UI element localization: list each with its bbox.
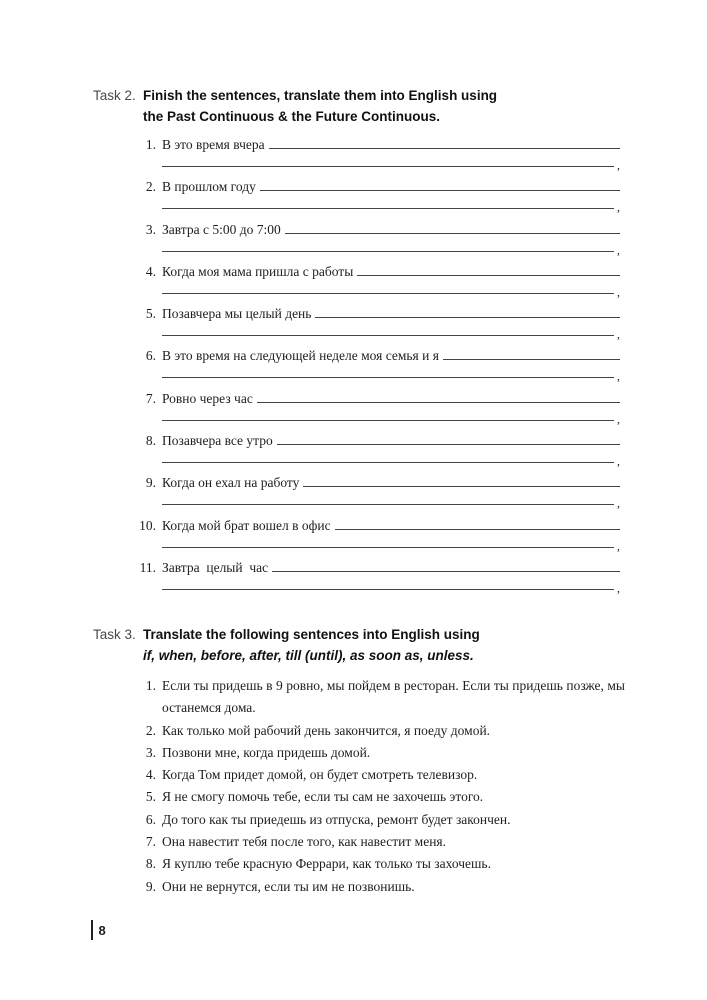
- item-text: До того как ты приедешь из отпуска, ремонт будет закончен.: [162, 811, 511, 827]
- item-number: 2.: [145, 722, 156, 738]
- item-text: Я куплю тебе красную Феррари, как только ты захочешь.: [162, 856, 491, 872]
- answer-line-2[interactable]: [162, 504, 614, 505]
- list-item: [120, 742, 625, 764]
- item-text: Если ты придешь в 9 ровно, мы пойдем в ресторан. Если ты придешь позже, мы останемся дома.: [162, 678, 625, 716]
- answer-line[interactable]: [285, 232, 620, 234]
- answer-line-2[interactable]: [162, 293, 614, 294]
- item-number: 8.: [145, 433, 156, 449]
- item-text: В прошлом году: [162, 179, 256, 195]
- list-item: [120, 876, 625, 898]
- item-number: 1.: [145, 678, 156, 693]
- item-text: Завтра целый час: [162, 559, 269, 575]
- item-text: Когда он ехал на работу: [162, 475, 300, 491]
- answer-line[interactable]: [257, 401, 620, 403]
- page-number: [91, 920, 106, 940]
- line-end-comma: ,: [617, 242, 620, 257]
- item-text: В это время на следующей неделе моя семья и я: [162, 348, 439, 364]
- task2-title-line2: the Past Continuous & the Future Continuous.: [143, 109, 440, 124]
- item-number: 5.: [145, 306, 156, 322]
- item-text: Как только мой рабочий день закончится, я поеду домой.: [162, 722, 491, 738]
- item-number: 3.: [145, 221, 156, 237]
- item-text: Они не вернутся, если ты им не позвонишь.: [162, 878, 415, 894]
- task3-list: [120, 675, 625, 898]
- answer-line[interactable]: [272, 570, 620, 572]
- task2-title: [143, 85, 497, 127]
- answer-line-2[interactable]: [162, 251, 614, 252]
- task3-title-line1: Translate the following sentences into English using: [143, 627, 480, 642]
- answer-line-2[interactable]: [162, 377, 614, 378]
- item-text: Завтра с 5:00 до 7:00: [162, 221, 281, 237]
- line-end-comma: ,: [617, 538, 620, 553]
- list-item: [120, 764, 625, 786]
- answer-line[interactable]: [315, 316, 620, 318]
- answer-line[interactable]: [269, 147, 620, 149]
- item-number: 9.: [145, 475, 156, 491]
- answer-line-2[interactable]: [162, 208, 614, 209]
- item-number: 1.: [145, 137, 156, 152]
- item-text: Она навестит тебя после того, как навестит меня.: [162, 834, 447, 850]
- item-text: Ровно через час: [162, 390, 253, 406]
- list-item: [120, 675, 625, 720]
- list-item: [120, 786, 625, 808]
- item-text: Позавчера все утро: [162, 433, 273, 449]
- fill-item: [120, 220, 620, 262]
- task3-title-line2: if, when, before, after, till (until), as soon as, unless.: [143, 648, 474, 663]
- fill-item: [120, 389, 620, 431]
- answer-line-2[interactable]: [162, 547, 614, 548]
- list-item: [120, 720, 625, 742]
- answer-line[interactable]: [335, 528, 620, 530]
- fill-item: [120, 558, 620, 600]
- answer-line-2[interactable]: [162, 589, 614, 590]
- item-number: 4.: [145, 767, 156, 783]
- task3-label: Task 3.: [93, 627, 136, 642]
- answer-line-2[interactable]: [162, 420, 614, 421]
- task2-title-line1: Finish the sentences, translate them into English using: [143, 88, 498, 103]
- answer-line-2[interactable]: [162, 335, 614, 336]
- item-text: Позвони мне, когда придешь домой.: [162, 744, 371, 760]
- item-number: 2.: [145, 179, 156, 195]
- line-end-comma: ,: [617, 327, 620, 342]
- list-item: [120, 853, 625, 875]
- fill-item: [120, 177, 620, 219]
- fill-item: [120, 431, 620, 473]
- item-number: 8.: [145, 856, 156, 872]
- item-number: 7.: [145, 390, 156, 406]
- answer-line[interactable]: [303, 485, 620, 487]
- item-text: Когда моя мама пришла с работы: [162, 263, 354, 279]
- item-text: Когда мой брат вошел в офис: [162, 517, 331, 533]
- item-text: Когда Том придет домой, он будет смотреть телевизор.: [162, 767, 478, 783]
- item-number: 9.: [145, 878, 156, 894]
- fill-item: [120, 516, 620, 558]
- line-end-comma: ,: [617, 284, 620, 299]
- list-item: [120, 809, 625, 831]
- item-number: 5.: [145, 789, 156, 805]
- item-number: 6.: [145, 811, 156, 827]
- fill-item: [120, 262, 620, 304]
- item-number: 4.: [145, 263, 156, 279]
- item-text: Я не смогу помочь тебе, если ты сам не захочешь этого.: [162, 789, 484, 805]
- item-number: 6.: [145, 348, 156, 364]
- page-number-value: 8: [98, 922, 106, 938]
- line-end-comma: ,: [617, 454, 620, 469]
- task2-label: Task 2.: [93, 88, 136, 103]
- answer-line-2[interactable]: [162, 462, 614, 463]
- line-end-comma: ,: [617, 496, 620, 511]
- task2-header: [93, 85, 633, 127]
- item-number: 7.: [145, 834, 156, 850]
- item-text: Позавчера мы целый день: [162, 306, 312, 322]
- fill-item: [120, 473, 620, 515]
- fill-item: [120, 304, 620, 346]
- task3-header: [93, 624, 633, 666]
- task2-list: [120, 135, 620, 600]
- line-end-comma: ,: [617, 369, 620, 384]
- line-end-comma: ,: [617, 580, 620, 595]
- page-number-bar: [91, 920, 93, 940]
- line-end-comma: ,: [617, 411, 620, 426]
- item-number: 3.: [145, 744, 156, 760]
- list-item: [120, 831, 625, 853]
- answer-line[interactable]: [357, 274, 620, 276]
- item-number: 11.: [139, 559, 156, 575]
- fill-item: [120, 346, 620, 388]
- answer-line-2[interactable]: [162, 166, 614, 167]
- task3-title: [143, 624, 480, 666]
- answer-line[interactable]: [260, 189, 620, 191]
- line-end-comma: ,: [617, 200, 620, 215]
- answer-line[interactable]: [443, 358, 620, 360]
- answer-line[interactable]: [277, 443, 620, 445]
- fill-item: [120, 135, 620, 177]
- line-end-comma: ,: [617, 158, 620, 172]
- item-number: 10.: [139, 517, 156, 533]
- item-text: В это время вчера: [162, 137, 265, 152]
